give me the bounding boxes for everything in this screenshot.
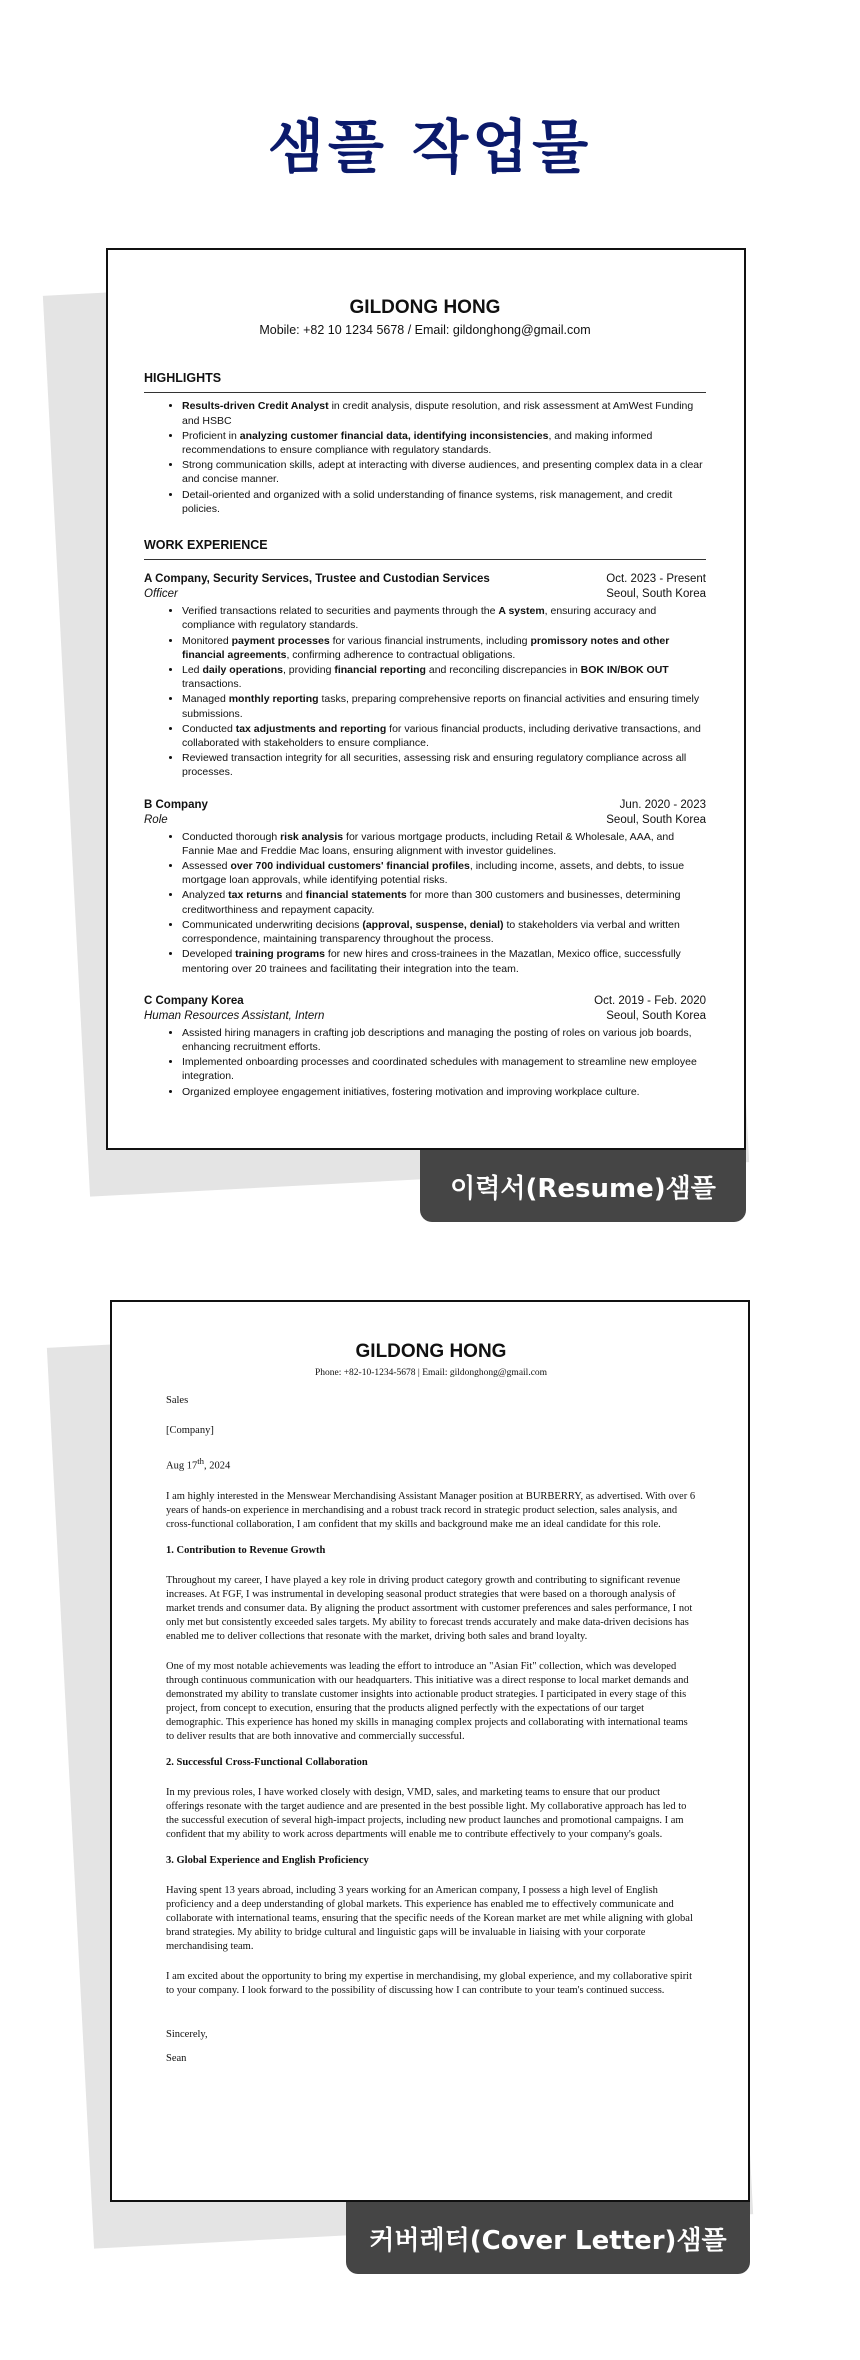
highlight-item: • Proficient in analyzing customer financial data, identifying inconsistencies, and making informed recommendations to ensure compliance with regulatory standards. xyxy=(182,429,706,457)
job-role: Human Resources Assistant, Intern xyxy=(144,1009,325,1022)
job-entry xyxy=(144,994,706,1099)
job-dates: Oct. 2023 - Present xyxy=(606,573,706,586)
section-heading: 1. Contribution to Revenue Growth xyxy=(166,1544,326,1556)
highlight-item: • Detail-oriented and organized with a solid understanding of finance systems, risk management, and credit policies. xyxy=(182,488,706,516)
body-paragraph: Throughout my career, I have played a key role in driving product category growth and contributing to significant revenue increases. At FGF, I was instrumental in developing seasonal product strategies that were based on a thorough analysis of market trends and consumer data. By aligning the product assortment with customer preferences and sales performance, I not only met but consistently exceeded sales targets. My ability to forecast trends accurately and make data-driven decisions has enabled me to deliver collections that resonate with the market, driving both sales and brand loyalty. xyxy=(166,1574,693,1642)
cover-letter-sheet xyxy=(110,1300,750,2202)
job-bullet: • Managed monthly reporting tasks, preparing comprehensive reports on financial activities and ensuring timely submissions. xyxy=(182,692,706,720)
recipient: Sales xyxy=(166,1395,189,1406)
job-dates: Oct. 2019 - Feb. 2020 xyxy=(594,994,706,1007)
job-bullet: • Verified transactions related to securities and payments through the A system, ensuring accuracy and compliance with regulatory standards. xyxy=(182,604,706,632)
job-bullet: • Developed training programs for new hires and cross-trainees in the Mazatlan, Mexico office, successfully mentoring over 20 trainees and facilitating their integration into the team. xyxy=(182,947,706,975)
sign-off: Sincerely, xyxy=(166,2028,208,2040)
job-location: Seoul, South Korea xyxy=(606,813,706,826)
resume-contact: Mobile: +82 10 1234 5678 / Email: gildonghong@gmail.com xyxy=(259,323,591,337)
job-bullet: • Organized employee engagement initiatives, fostering motivation and improving workplace culture. xyxy=(182,1085,706,1099)
job-bullet: • Analyzed tax returns and financial statements for more than 300 customers and businesses, determining creditworthiness and repayment capacity. xyxy=(182,888,706,916)
body-paragraph: Having spent 13 years abroad, including 3 years working for an American company, I possess a high level of English proficiency and a deep understanding of global markets. This experience has enabled me to effectively communicate and collaborate with international teams, ensuring that the specific needs of the Korean market are met while aligning with global brand strategies. My ability to bridge cultural and linguistic gaps will be invaluable in liaising with your corporate merchandising team. xyxy=(166,1884,693,1952)
highlight-item: • Results-driven Credit Analyst in credit analysis, dispute resolution, and risk assessment at AmWest Funding and HSBC xyxy=(182,399,706,427)
body-paragraph: One of my most notable achievements was leading the effort to introduce an "Asian Fit" collection, which was developed through continuous communication with our headquarters. This initiative was a direct response to local market demands and demonstrated my ability to translate customer insights into actionable product strategies. I participated in every stage of this project, from concept to execution, ensuring that the products aligned perfectly with the expectations of our target demographic. This experience has honed my skills in managing complex projects and collaborating with international teams to deliver results that are both innovative and commercially successful. xyxy=(166,1660,689,1742)
job-bullet: • Assessed over 700 individual customers' financial profiles, including income, assets, and debts, to issue mortgage loan approvals, while identifying potential risks. xyxy=(182,859,706,887)
resume-sheet xyxy=(106,248,746,1150)
section-heading: 3. Global Experience and English Proficiency xyxy=(166,1854,369,1866)
job-dates: Jun. 2020 - 2023 xyxy=(619,798,706,811)
job-entry xyxy=(144,572,706,779)
job-location: Seoul, South Korea xyxy=(606,588,706,601)
job-bullet: • Reviewed transaction integrity for all securities, assessing risk and ensuring regulatory compliance across all processes. xyxy=(182,751,706,779)
job-bullet: • Assisted hiring managers in crafting job descriptions and managing the posting of roles on various job boards, enhancing recruitment efforts. xyxy=(182,1026,706,1054)
highlights-heading: HIGHLIGHTS xyxy=(144,371,706,393)
body-paragraph: In my previous roles, I have worked closely with design, VMD, sales, and marketing teams to ensure that our product offerings resonate with the target audience and are presented in the best possible light. My collaborative approach has led to the successful execution of several high-impact projects, including new product launches and promotional campaigns. I am confident that my ability to work across departments will enable me to contribute effectively to your company's goals. xyxy=(166,1786,687,1840)
job-bullet: • Implemented onboarding processes and coordinated schedules with management to streamline new employee integration. xyxy=(182,1055,706,1083)
job-bullets xyxy=(144,604,706,779)
job-bullet: • Communicated underwriting decisions (approval, suspense, denial) to stakeholders via verbal and written correspondence, maintaining transparency throughout the process. xyxy=(182,918,706,946)
job-bullet: • Led daily operations, providing financial reporting and reconciling discrepancies in BOK IN/BOK OUT transactions. xyxy=(182,663,706,691)
cover-contact: Phone: +82-10-1234-5678 | Email: gildonghong@gmail.com xyxy=(314,1368,548,1378)
job-company: A Company, Security Services, Trustee and Custodian Services xyxy=(144,573,490,586)
page-title: 샘플 작업물 xyxy=(267,113,593,181)
resume-name: GILDONG HONG xyxy=(349,297,501,318)
job-bullets xyxy=(144,830,706,976)
highlight-item: • Strong communication skills, adept at interacting with diverse audiences, and presenting complex data in a clear and concise manner. xyxy=(182,458,706,486)
signature: Sean xyxy=(166,2052,187,2064)
cover-caption: 커버레터(Cover Letter)샘플 xyxy=(346,2202,750,2274)
cover-name: GILDONG HONG xyxy=(355,1341,507,1362)
intro-paragraph: I am highly interested in the Menswear Merchandising Assistant Manager position at BURBERRY, as advertised. With over 6 years of hands-on experience in merchandising and a robust track record in strategic product selection, sales analysis, and cross-functional collaboration, I am confident that my skills and background make me an ideal candidate for this role. xyxy=(166,1490,696,1530)
job-entry xyxy=(144,798,706,976)
work-experience-heading: WORK EXPERIENCE xyxy=(144,538,706,560)
job-bullet: • Conducted tax adjustments and reporting for various financial products, including derivative transactions, and collaborated with stakeholders to ensure compliance. xyxy=(182,722,706,750)
job-location: Seoul, South Korea xyxy=(606,1009,706,1022)
resume-caption: 이력서(Resume)샘플 xyxy=(420,1150,746,1222)
letter-date: Aug 17th, 2024 xyxy=(166,1456,231,1472)
job-role: Officer xyxy=(144,588,178,601)
section-heading: 2. Successful Cross-Functional Collaboration xyxy=(166,1756,368,1768)
job-bullets xyxy=(144,1026,706,1099)
job-bullet: • Monitored payment processes for various financial instruments, including promissory notes and other financial agreements, confirming adherence to contractual obligations. xyxy=(182,634,706,662)
job-company: B Company xyxy=(144,798,208,811)
highlights-list xyxy=(144,399,706,516)
recipient-company: [Company] xyxy=(166,1425,214,1436)
job-bullet: • Conducted thorough risk analysis for various mortgage products, including Retail & Wholesale, AAA, and Fannie Mae and Freddie Mac loans, ensuring alignment with investor guidelines. xyxy=(182,830,706,858)
job-company: C Company Korea xyxy=(144,994,244,1007)
job-role: Role xyxy=(144,813,168,826)
closing-paragraph: I am excited about the opportunity to bring my expertise in merchandising, my global experience, and my collaborative spirit to your company. I look forward to the possibility of discussing how I can contribute to your team's continued success. xyxy=(166,1970,693,1996)
